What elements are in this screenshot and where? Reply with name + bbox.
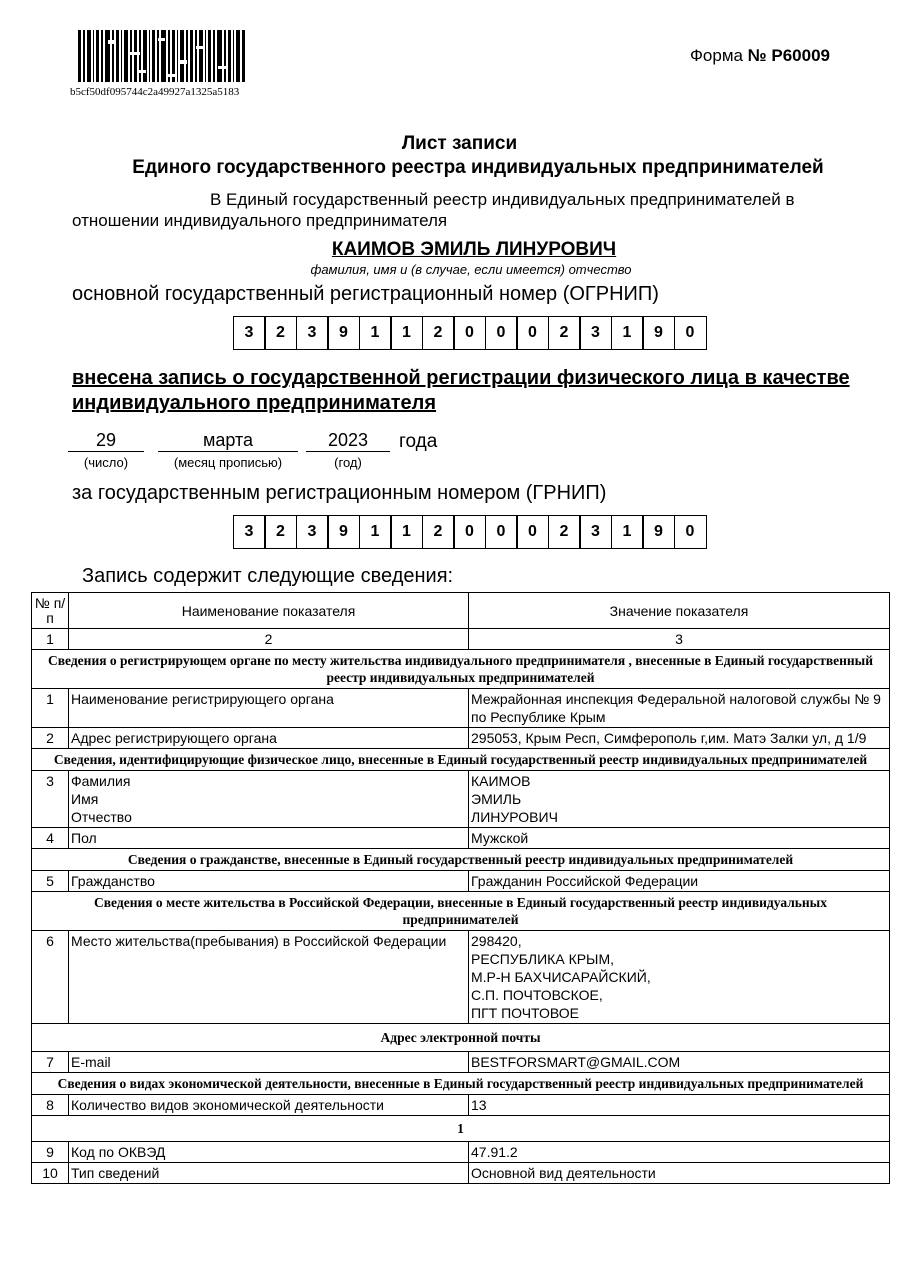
row-name: Гражданство [69, 871, 469, 892]
records-table [31, 592, 890, 1184]
row-num: 1 [32, 689, 69, 728]
grnip-digit: 0 [516, 515, 549, 549]
ogrnip-digit: 0 [485, 316, 518, 350]
address-line: ПГТ ПОЧТОВОЕ [471, 1005, 579, 1021]
row-value [469, 931, 890, 1024]
section-registering-authority: Сведения о регистрирующем органе по месту жительства индивидуального предпринимателя , внесенные в Единый государственный реестр индивидуальных предпринимателей [32, 650, 890, 689]
table-index-row [32, 629, 890, 650]
th-value: Значение показателя [469, 593, 890, 629]
section-residence: Сведения о месте жительства в Российской Федерации, внесенные в Единый государственный реестр индивидуальных предпринимателей [32, 892, 890, 931]
table-row [32, 931, 890, 1024]
ogrnip-digit: 2 [264, 316, 297, 350]
intro-line-2: отношении индивидуального предпринимателя [72, 211, 448, 230]
grnip-digit: 1 [359, 515, 392, 549]
ogrnip-label: основной государственный регистрационный номер (ОГРНИП) [72, 283, 659, 305]
section-identification: Сведения, идентифицирующие физическое лицо, внесенные в Единый государственный реестр индивидуальных предпринимателей [32, 749, 890, 771]
ogrnip-digit: 0 [516, 316, 549, 350]
table-row [32, 1095, 890, 1116]
grnip-digit: 0 [453, 515, 486, 549]
section-citizenship: Сведения о гражданстве, внесенные в Единый государственный реестр индивидуальных предпринимателей [32, 849, 890, 871]
table-row [32, 728, 890, 749]
row-value: Гражданин Российской Федерации [469, 871, 890, 892]
date-day-caption: (число) [83, 455, 129, 470]
idx-1: 1 [32, 629, 69, 650]
grnip-digit: 9 [327, 515, 360, 549]
person-fio-caption: фамилия, имя и (в случае, если имеется) отчество [310, 262, 632, 277]
row-value: Мужской [469, 828, 890, 849]
ogrnip-digits [234, 316, 707, 350]
row-name [69, 771, 469, 828]
address-line: РЕСПУБЛИКА КРЫМ, [471, 951, 615, 967]
row-name: Пол [69, 828, 469, 849]
barcode [78, 30, 246, 82]
intro-line-1: В Единый государственный реестр индивидуальных предпринимателей в [210, 190, 795, 209]
table-row [32, 828, 890, 849]
ogrnip-digit: 3 [296, 316, 329, 350]
ogrnip-digit: 9 [642, 316, 675, 350]
table-row [32, 1163, 890, 1184]
row-value [469, 771, 890, 828]
row-num: 10 [32, 1163, 69, 1184]
ogrnip-digit: 2 [422, 316, 455, 350]
barcode-code: b5cf50df095744c2a49927a1325a5183 [70, 86, 240, 98]
address-line: С.П. ПОЧТОВСКОЕ, [471, 987, 603, 1003]
grnip-digit: 2 [264, 515, 297, 549]
row-value: Межрайонная инспекция Федеральной налоговой службы № 9 по Республике Крым [469, 689, 890, 728]
row-name: Место жительства(пребывания) в Российской Федерации [69, 931, 469, 1024]
ogrnip-digit: 1 [359, 316, 392, 350]
row-value: 295053, Крым Респ, Симферополь г,им. Матэ Залки ул, д 1/9 [469, 728, 890, 749]
table-row [32, 871, 890, 892]
section-activities: Сведения о видах экономической деятельности, внесенные в Единый государственный реестр индивидуальных предпринимателей [32, 1073, 890, 1095]
section-email: Адрес электронной почты [32, 1024, 890, 1052]
row-num: 5 [32, 871, 69, 892]
grnip-digit: 3 [296, 515, 329, 549]
grnip-digit: 1 [390, 515, 423, 549]
date-year-caption: (год) [334, 455, 362, 470]
table-header-row [32, 593, 890, 629]
row-name: Количество видов экономической деятельности [69, 1095, 469, 1116]
table-row [32, 771, 890, 828]
table-row [32, 689, 890, 728]
person-fio: КАИМОВ ЭМИЛЬ ЛИНУРОВИЧ [331, 239, 617, 260]
th-num: № п/п [32, 593, 69, 629]
address-line: 298420, [471, 933, 522, 949]
row-name: Адрес регистрирующего органа [69, 728, 469, 749]
th-name: Наименование показателя [69, 593, 469, 629]
grnip-digit: 3 [233, 515, 266, 549]
row-num: 4 [32, 828, 69, 849]
grnip-label: за государственным регистрационным номером (ГРНИП) [72, 482, 607, 504]
row-num: 7 [32, 1052, 69, 1073]
form-label: Форма [690, 46, 743, 65]
date-month: марта [158, 430, 298, 452]
label-patronymic: Отчество [71, 809, 132, 825]
row-num: 3 [32, 771, 69, 828]
contains-label: Запись содержит следующие сведения: [82, 565, 454, 587]
ogrnip-digit: 9 [327, 316, 360, 350]
ogrnip-digit: 3 [233, 316, 266, 350]
grnip-digit: 2 [422, 515, 455, 549]
idx-2: 2 [69, 629, 469, 650]
grnip-digit: 9 [642, 515, 675, 549]
date-month-caption: (месяц прописью) [173, 455, 283, 470]
ogrnip-digit: 1 [611, 316, 644, 350]
value-name: ЭМИЛЬ [471, 791, 522, 807]
label-name: Имя [71, 791, 99, 807]
table-row [32, 1052, 890, 1073]
row-num: 9 [32, 1142, 69, 1163]
grnip-digit: 3 [579, 515, 612, 549]
section-activity-number: 1 [32, 1116, 890, 1142]
row-value: Основной вид деятельности [469, 1163, 890, 1184]
record-statement: внесена запись о государственной регистрации физического лица в качестве индивидуального предпринимателя [72, 367, 850, 414]
row-value: 13 [469, 1095, 890, 1116]
row-value: 47.91.2 [469, 1142, 890, 1163]
date-day: 29 [68, 430, 144, 452]
ogrnip-digit: 2 [548, 316, 581, 350]
ogrnip-digit: 1 [390, 316, 423, 350]
value-surname: КАИМОВ [471, 773, 531, 789]
document-subtitle: Единого государственного реестра индивидуальных предпринимателей [132, 157, 824, 178]
ogrnip-digit: 3 [579, 316, 612, 350]
ogrnip-digit: 0 [674, 316, 707, 350]
grnip-digits [234, 515, 707, 549]
value-patronymic: ЛИНУРОВИЧ [471, 809, 558, 825]
row-num: 2 [32, 728, 69, 749]
row-name: E-mail [69, 1052, 469, 1073]
grnip-digit: 2 [548, 515, 581, 549]
grnip-digit: 0 [674, 515, 707, 549]
form-code: № Р60009 [747, 46, 831, 65]
grnip-digit: 1 [611, 515, 644, 549]
table-row [32, 1142, 890, 1163]
form-number [690, 46, 830, 66]
idx-3: 3 [469, 629, 890, 650]
grnip-digit: 0 [485, 515, 518, 549]
row-name: Код по ОКВЭД [69, 1142, 469, 1163]
row-name: Наименование регистрирующего органа [69, 689, 469, 728]
row-name: Тип сведений [69, 1163, 469, 1184]
row-value: BESTFORSMART@GMAIL.COM [469, 1052, 890, 1073]
document-title: Лист записи [401, 133, 518, 154]
date-goda: года [399, 431, 438, 452]
row-num: 6 [32, 931, 69, 1024]
row-num: 8 [32, 1095, 69, 1116]
ogrnip-digit: 0 [453, 316, 486, 350]
label-surname: Фамилия [71, 773, 131, 789]
date-year: 2023 [306, 430, 390, 452]
address-line: М.Р-Н БАХЧИСАРАЙСКИЙ, [471, 969, 651, 985]
